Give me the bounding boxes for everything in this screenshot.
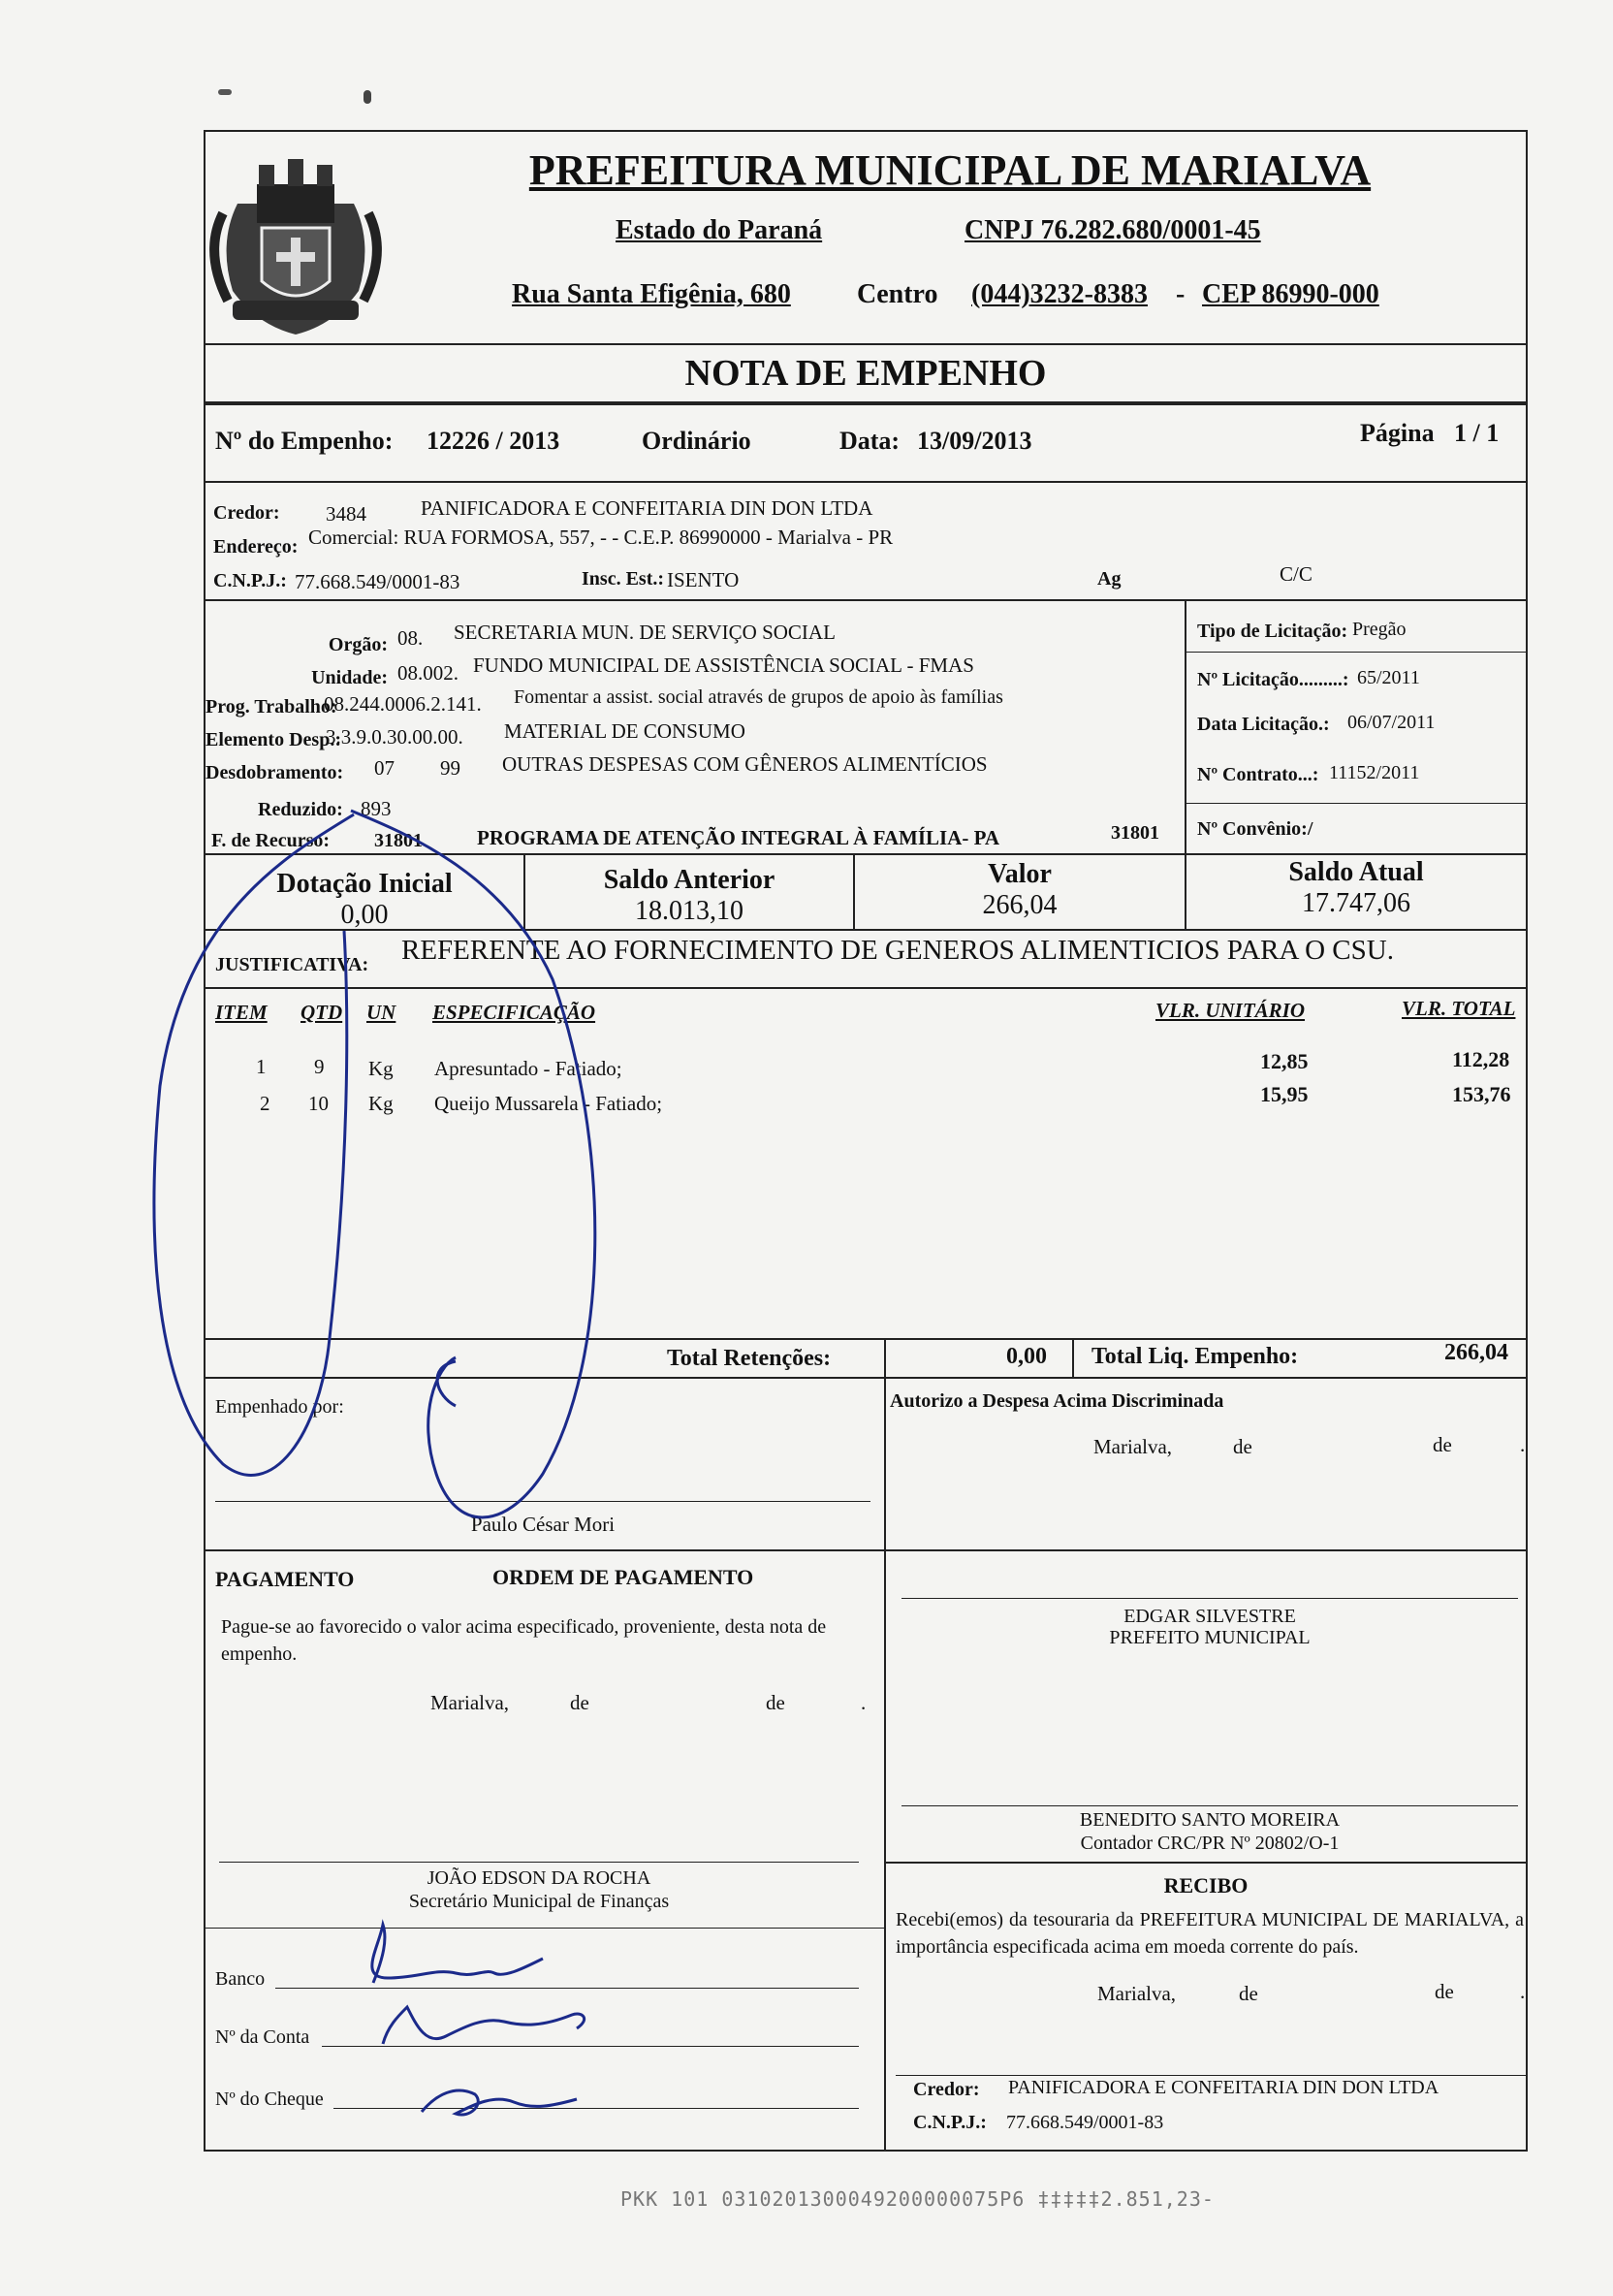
banco-label: Banco <box>215 1968 266 1990</box>
contrato-number: 11152/2011 <box>1329 762 1420 783</box>
item-1-number: 1 <box>256 1055 267 1078</box>
recurso-name: PROGRAMA DE ATENÇÃO INTEGRAL À FAMÍLIA- PA <box>477 826 1000 849</box>
elemento-label: Elemento Desp.: <box>206 729 341 750</box>
footer-mechanical-code: PKK 101 0310201300049200000075P6 ‡‡‡‡‡2.851,23- <box>620 2187 1215 2211</box>
recibo-dot: . <box>1520 1980 1526 2003</box>
saldo-atual-label: Saldo Atual <box>1288 857 1424 887</box>
item-2-total: 153,76 <box>1452 1082 1511 1106</box>
address-phone: (044)3232-8383 <box>971 279 1148 309</box>
item-2-un: Kg <box>368 1092 394 1115</box>
valor-value: 266,04 <box>982 890 1058 920</box>
municipality-cnpj: CNPJ 76.282.680/0001-45 <box>965 215 1261 245</box>
item-1-qtd: 9 <box>314 1055 325 1078</box>
recibo-text: Recebi(emos) da tesouraria da PREFEITURA MUNICIPAL DE MARIALVA, a importância especificada acima em moeda corrente do país. <box>896 1909 1524 1958</box>
unidade-label: Unidade: <box>311 667 388 688</box>
prog-code: 08.244.0006.2.141. <box>324 692 482 716</box>
col-header-unit-price: VLR. UNITÁRIO <box>1155 999 1306 1022</box>
empenho-date-label: Data: <box>839 427 901 455</box>
account-label: C/C <box>1280 562 1313 586</box>
col-header-total: VLR. TOTAL <box>1402 997 1516 1020</box>
col-header-item: ITEM <box>215 1001 268 1024</box>
state-name: Estado do Paraná <box>616 215 823 245</box>
col-header-un: UN <box>366 1001 396 1024</box>
saldo-atual-value: 17.747,06 <box>1302 888 1410 918</box>
recibo-de-1: de <box>1239 1982 1258 2005</box>
elemento-code: 3.3.9.0.30.00.00. <box>326 725 463 749</box>
recibo-credor-name: PANIFICADORA E CONFEITARIA DIN DON LTDA <box>1008 2077 1439 2098</box>
autorizo-place: Marialva, <box>1093 1435 1173 1458</box>
address-separator: - <box>1176 279 1186 309</box>
address-label: Endereço: <box>213 536 299 558</box>
licitacao-number: 65/2011 <box>1357 667 1420 688</box>
conta-label: Nº da Conta <box>215 2026 310 2048</box>
reduzido-value: 893 <box>361 797 392 820</box>
autorizo-dot: . <box>1520 1433 1526 1456</box>
ordem-pagamento-label: ORDEM DE PAGAMENTO <box>492 1565 754 1589</box>
saldo-anterior-label: Saldo Anterior <box>603 865 775 895</box>
mayor-title: PREFEITO MUNICIPAL <box>1109 1627 1311 1648</box>
recibo-label: RECIBO <box>1163 1873 1249 1897</box>
empenho-number-label: Nº do Empenho: <box>215 427 394 455</box>
finance-title: Secretário Municipal de Finanças <box>408 1891 670 1912</box>
credor-cnpj-label: C.N.P.J.: <box>213 570 287 591</box>
empenho-number: 12226 / 2013 <box>427 427 560 455</box>
reduzido-label: Reduzido: <box>258 799 343 820</box>
scan-mark <box>364 90 371 104</box>
liq-empenho-value: 266,04 <box>1444 1340 1508 1365</box>
licitacao-date-label: Data Licitação.: <box>1197 714 1330 735</box>
unidade-code: 08.002. <box>397 661 459 685</box>
desdobramento-name: OUTRAS DESPESAS COM GÊNEROS ALIMENTÍCIOS <box>502 752 988 776</box>
accountant-name: BENEDITO SANTO MOREIRA <box>1079 1809 1341 1831</box>
autorizo-de-1: de <box>1233 1435 1252 1458</box>
orgao-label: Orgão: <box>328 634 388 655</box>
justificativa-text: REFERENTE AO FORNECIMENTO DE GENEROS ALIMENTICIOS PARA O CSU. <box>401 935 1394 966</box>
agency-label: Ag <box>1097 568 1122 590</box>
credor-label: Credor: <box>213 502 280 524</box>
recibo-de-2: de <box>1435 1980 1454 2003</box>
desdobramento-label: Desdobramento: <box>206 762 344 783</box>
empenhado-name: Paulo César Mori <box>470 1513 616 1536</box>
pagamento-label: PAGAMENTO <box>215 1567 355 1591</box>
tipo-licitacao: Pregão <box>1352 619 1407 640</box>
municipal-crest-icon <box>199 145 393 339</box>
retencoes-value: 0,00 <box>1006 1344 1047 1369</box>
elemento-name: MATERIAL DE CONSUMO <box>504 719 745 743</box>
convenio-label: Nº Convênio:/ <box>1197 818 1313 840</box>
credor-code: 3484 <box>326 502 366 526</box>
item-1-unit-price: 12,85 <box>1260 1049 1309 1073</box>
unidade-name: FUNDO MUNICIPAL DE ASSISTÊNCIA SOCIAL - FMAS <box>473 654 974 677</box>
insc-label: Insc. Est.: <box>582 568 665 590</box>
liq-empenho-label: Total Liq. Empenho: <box>1091 1344 1299 1369</box>
licitacao-date: 06/07/2011 <box>1347 712 1436 733</box>
orgao-name: SECRETARIA MUN. DE SERVIÇO SOCIAL <box>454 621 836 644</box>
finance-name: JOÃO EDSON DA ROCHA <box>427 1867 651 1889</box>
item-2-number: 2 <box>260 1092 270 1115</box>
prog-name: Fomentar a assist. social através de grupos de apoio às famílias <box>514 686 1003 708</box>
empenhado-label: Empenhado por: <box>215 1396 344 1418</box>
licitacao-number-label: Nº Licitação.........: <box>1197 669 1349 690</box>
autorizo-de-2: de <box>1433 1433 1452 1456</box>
pague-text: Pague-se ao favorecido o valor acima especificado, proveniente, desta nota de empenho. <box>221 1616 827 1665</box>
pagamento-de-2: de <box>766 1691 785 1714</box>
dotacao-label: Dotação Inicial <box>276 869 453 899</box>
saldo-anterior-value: 18.013,10 <box>635 896 743 926</box>
scan-mark <box>218 89 232 95</box>
autorizo-label: Autorizo a Despesa Acima Discriminada <box>890 1390 1224 1412</box>
pagamento-dot: . <box>861 1691 867 1714</box>
item-2-unit-price: 15,95 <box>1260 1082 1309 1106</box>
insc-value: ISENTO <box>667 568 740 591</box>
contrato-label: Nº Contrato...: <box>1197 764 1319 785</box>
address-cep: CEP 86990-000 <box>1202 279 1379 309</box>
item-1-un: Kg <box>368 1057 394 1080</box>
tipo-licitacao-label: Tipo de Licitação: <box>1197 621 1348 642</box>
desdobramento-code-1: 07 <box>374 756 395 780</box>
pagamento-de-1: de <box>570 1691 589 1714</box>
recibo-cnpj-label: C.N.P.J.: <box>913 2112 987 2133</box>
prog-label: Prog. Trabalho: <box>206 696 337 718</box>
orgao-code: 08. <box>397 626 424 650</box>
address-district: Centro <box>857 279 938 309</box>
desdobramento-code-2: 99 <box>440 756 460 780</box>
item-1-total: 112,28 <box>1452 1047 1510 1071</box>
valor-label: Valor <box>988 859 1052 889</box>
item-2-spec: Queijo Mussarela - Fatiado; <box>434 1092 663 1115</box>
address-street: Rua Santa Efigênia, 680 <box>512 279 791 309</box>
municipality-title: PREFEITURA MUNICIPAL DE MARIALVA <box>528 146 1372 194</box>
justificativa-label: JUSTIFICATIVA: <box>215 954 369 975</box>
recurso-code: 31801 <box>374 830 423 851</box>
credor-name: PANIFICADORA E CONFEITARIA DIN DON LTDA <box>421 496 873 520</box>
recibo-credor-label: Credor: <box>913 2079 980 2100</box>
col-header-qtd: QTD <box>300 1001 343 1024</box>
recibo-cnpj: 77.668.549/0001-83 <box>1006 2112 1164 2133</box>
credor-cnpj: 77.668.549/0001-83 <box>295 570 460 593</box>
retencoes-label: Total Retenções: <box>667 1346 832 1371</box>
recurso-code-2: 31801 <box>1111 822 1159 844</box>
item-2-qtd: 10 <box>308 1092 329 1115</box>
mayor-name: EDGAR SILVESTRE <box>1123 1606 1296 1627</box>
page-label: Página <box>1360 419 1435 447</box>
accountant-title: Contador CRC/PR Nº 20802/O-1 <box>1080 1833 1340 1854</box>
col-header-spec: ESPECIFICAÇÃO <box>432 1001 596 1024</box>
cheque-label: Nº do Cheque <box>215 2089 324 2110</box>
dotacao-value: 0,00 <box>340 900 389 930</box>
empenho-date: 13/09/2013 <box>917 427 1032 455</box>
pagamento-place: Marialva, <box>430 1691 510 1714</box>
empenho-type: Ordinário <box>642 427 751 455</box>
credor-address: Comercial: RUA FORMOSA, 557, - - C.E.P. 86990000 - Marialva - PR <box>308 526 894 549</box>
recibo-place: Marialva, <box>1097 1982 1177 2005</box>
page-number: 1 / 1 <box>1454 419 1500 447</box>
recurso-label: F. de Recurso: <box>211 830 331 851</box>
document-title: NOTA DE EMPENHO <box>684 353 1047 394</box>
item-1-spec: Apresuntado - Fatiado; <box>434 1057 622 1080</box>
